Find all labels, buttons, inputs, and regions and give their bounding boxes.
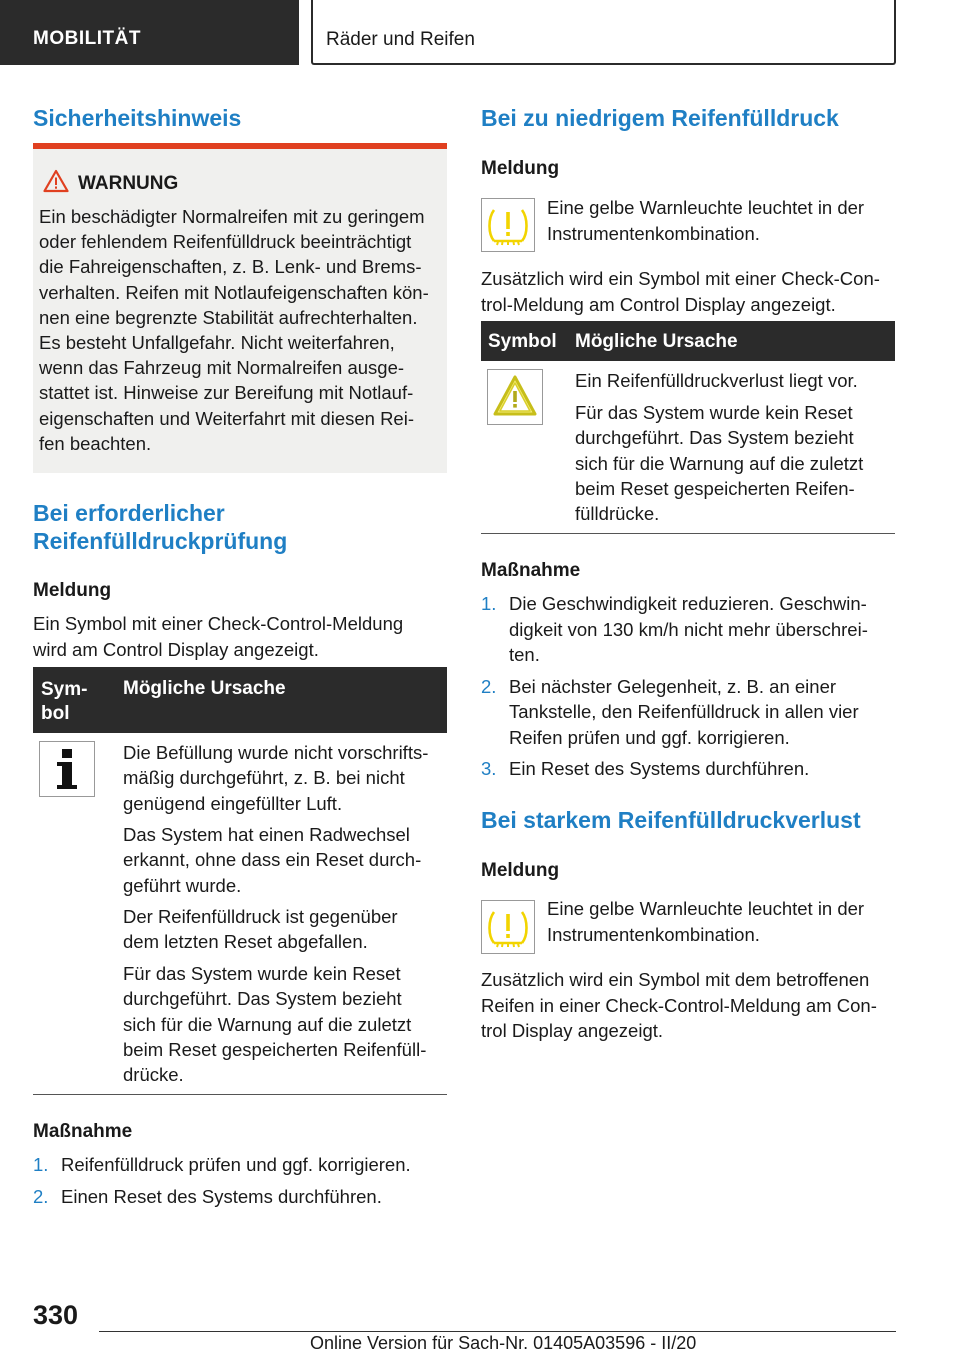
warning-text: Ein beschädigter Normalreifen mit zu geringem oder fehlendem Reifenfülldruck beeinträchtigt die Fahreigenschaften, z. B. Lenk- und Brems‐ verhalten. Reifen mit Notlaufeigenschaften kön‐ nen eine begrenzte Stabilität aufrechterhalten. Es besteht Unfallgefahr. Nicht weiterfahren, wenn das Fahrzeug mit Normalreifen ausge‐ stattet ist. Hinweise zur Bereifung mit Notlauf‐ eigenschaften und Weiterfahrt mit diesen Rei‐ fen beachten. [39, 206, 429, 454]
list-item: 2. Einen Reset des Systems durchführen. [33, 1185, 382, 1207]
table-header-symbol: Symbol [488, 331, 557, 352]
cause-2: Das System hat einen Radwechsel erkannt, ohne dass ein Reset durch‐ geführt wurde. [123, 824, 422, 896]
message-heading: Meldung [481, 158, 560, 179]
cause-3: Der Reifenfülldruck ist gegenüber dem letzten Reset abgefallen. [123, 906, 398, 953]
list-item: 2. Bei nächster Gelegenheit, z. B. an einer Tankstelle, den Reifenfülldruck in allen vier Reifen prüfen und ggf. korrigieren. [481, 675, 859, 748]
header-chapter: Räder und Reifen [311, 0, 896, 65]
extra-text: Zusätzlich wird ein Symbol mit einer Check-Con‐ trol-Meldung am Control Display angezeigt. [481, 268, 880, 315]
section-title-safety: Sicherheitshinweis [33, 105, 242, 131]
yellow-warning-triangle-icon [487, 369, 543, 425]
measure-heading: Maßnahme [481, 560, 581, 581]
indicator-text: Eine gelbe Warnleuchte leuchtet in der Instrumentenkombination. [547, 898, 865, 945]
online-version-text: Online Version für Sach-Nr. 01405A03596 - II/20 [310, 1333, 697, 1353]
list-item: 1. Die Geschwindigkeit reduzieren. Geschwin‐ digkeit von 130 km/h nicht mehr überschrei‐ ten. [481, 593, 868, 665]
list-item: 1. Reifenfülldruck prüfen und ggf. korrigieren. [33, 1154, 411, 1175]
cause-2: Für das System wurde kein Reset durchgeführt. Das System bezieht sich für die Warnung auf die zuletzt beim Reset gespeicherten Reifen‐ fülldrücke. [575, 402, 864, 525]
section-title-high-loss: Bei starkem Reifenfülldruckverlust [481, 807, 861, 833]
message-heading: Meldung [481, 860, 560, 881]
section-title-pressure-check: Bei erforderlicher Reifenfülldruckprüfung [33, 500, 288, 554]
message-text: Ein Symbol mit einer Check-Control-Meldung wird am Control Display angezeigt. [33, 613, 404, 660]
header-section: MOBILITÄT [0, 0, 299, 65]
section-title-low-pressure: Bei zu niedrigem Reifenfülldruck [481, 105, 839, 131]
cause-1: Die Befüllung wurde nicht vorschrifts‐ mäßig durchgeführt, z. B. bei nicht genügend eingefüllter Luft. [123, 742, 429, 814]
table-header-cause: Mögliche Ursache [575, 331, 738, 352]
table-header-cause: Mögliche Ursache [123, 678, 286, 699]
footer-divider [99, 1331, 896, 1332]
indicator-text: Eine gelbe Warnleuchte leuchtet in der Instrumentenkombination. [547, 197, 865, 244]
warning-box [33, 143, 447, 473]
table-header [33, 667, 447, 733]
extra-text: Zusätzlich wird ein Symbol mit dem betroffenen Reifen in einer Check-Control-Meldung am Con‐ trol Display angezeigt. [481, 969, 877, 1041]
warning-label: WARNUNG [78, 173, 179, 194]
warning-triangle-icon [43, 169, 69, 193]
table-header-symbol: Sym‐ bol [41, 679, 88, 724]
list-item: 3. Ein Reset des Systems durchführen. [481, 758, 810, 779]
message-heading: Meldung [33, 580, 112, 601]
tire-pressure-warning-icon [481, 198, 535, 252]
measure-heading: Maßnahme [33, 1121, 133, 1142]
info-icon [39, 741, 95, 797]
table-divider [33, 1094, 447, 1095]
tire-pressure-warning-icon [481, 900, 535, 954]
measure-steps [33, 1152, 447, 1215]
table-header [481, 321, 895, 361]
table-divider [481, 533, 895, 534]
cause-4: Für das System wurde kein Reset durchgeführt. Das System bezieht sich für die Warnung auf die zuletzt beim Reset gespeicherten Reifenfüll‐ drücke. [123, 963, 427, 1086]
cause-1: Ein Reifenfülldruckverlust liegt vor. [575, 370, 858, 391]
page-number: 330 [33, 1300, 79, 1330]
measure-steps [481, 591, 895, 788]
